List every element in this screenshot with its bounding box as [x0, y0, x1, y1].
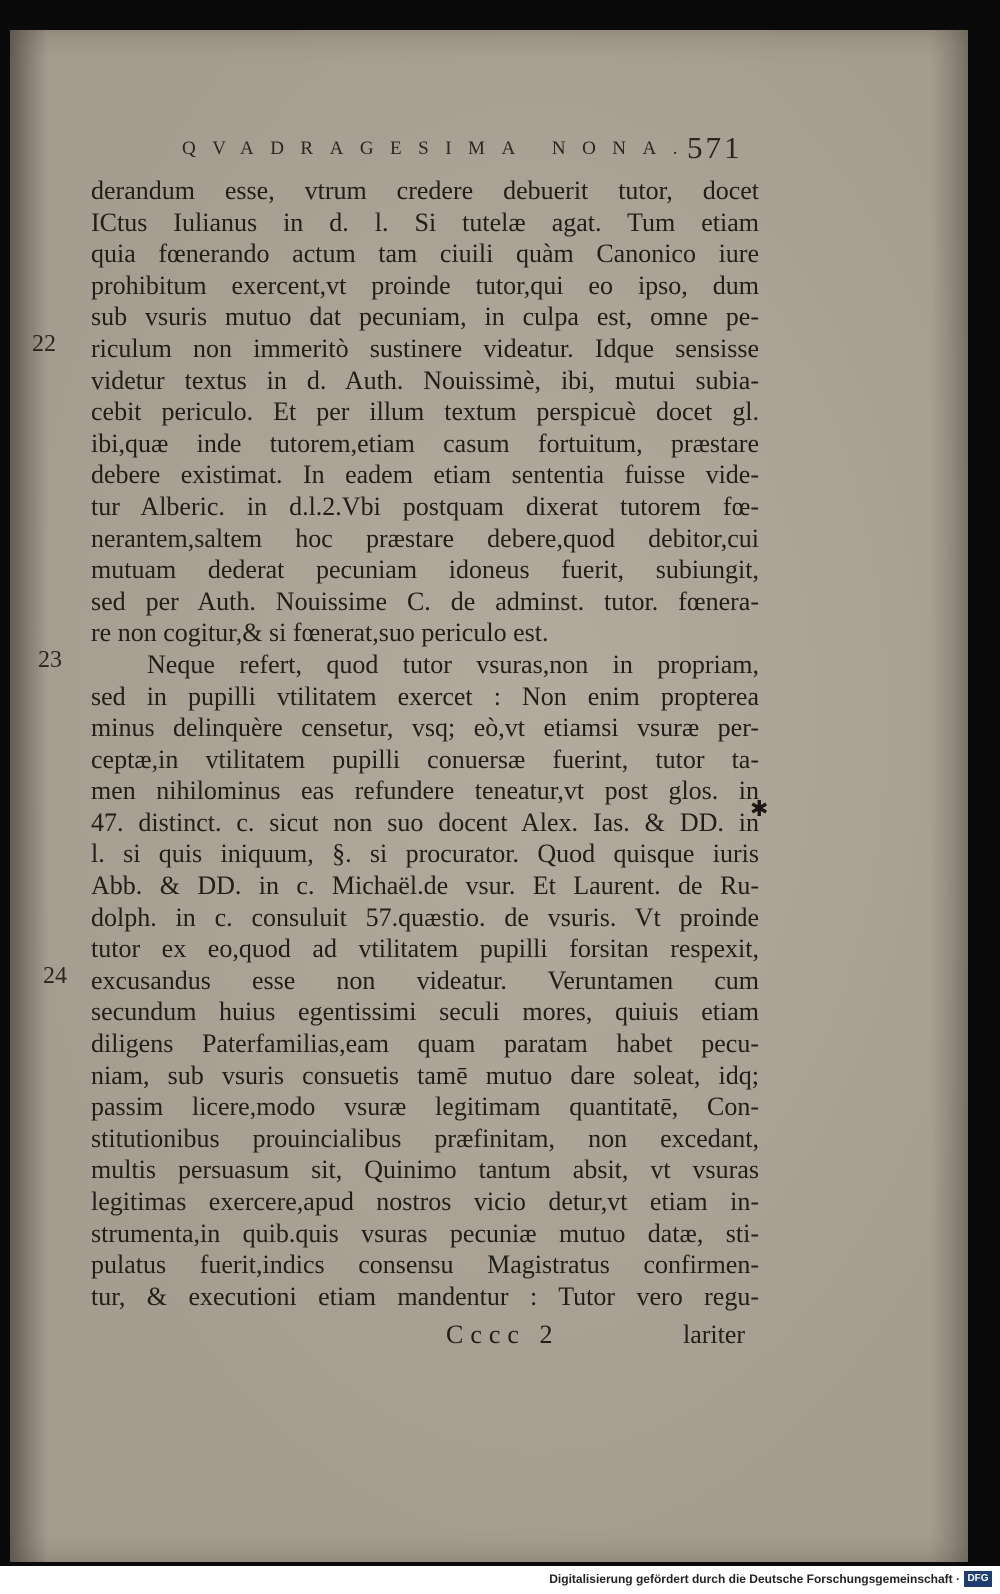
page-number: 571 [687, 130, 743, 165]
text-line: re non cogitur,& si fœnerat,suo periculo est. [91, 618, 549, 648]
text-line: ICtus Iulianus in d. l. Si tutelæ agat. Tum etiam [91, 207, 759, 237]
text-line: quia fœnerando actum tam ciuili quàm Canonico iure [91, 239, 759, 269]
digitization-footer [0, 1566, 1000, 1594]
text-line: cebit periculo. Et per illum textum perspicuè docet gl. [91, 397, 759, 427]
text-line: derandum esse, vtrum credere debuerit tutor, docet [91, 176, 759, 205]
text-line: multis persuasum sit, Quinimo tantum absit, vt vsuras [91, 1155, 759, 1185]
text-line: dolph. in c. consuluit 57.quæstio. de vsuris. Vt proinde [91, 902, 759, 932]
text-line: passim licere,modo vsuræ legitimam quantitatē, Con- [91, 1092, 759, 1122]
signature-mark: Cccc 2 [446, 1320, 560, 1349]
text-line: sed in pupilli vtilitatem exercet : Non enim propterea [91, 681, 759, 711]
margin-number-23: 23 [38, 647, 62, 673]
ink-blot-mark: ✱ [750, 796, 769, 821]
text-line: Neque refert, quod tutor vsuras,non in propriam, [147, 649, 759, 679]
text-line: mutuam dederat pecuniam idoneus fuerit, subiungit, [91, 555, 759, 585]
text-line: niam, sub vsuris consuetis tamē mutuo dare soleat, idq; [91, 1060, 759, 1090]
text-line: diligens Paterfamilias,eam quam paratam habet pecu- [91, 1029, 759, 1059]
text-line: men nihilominus eas refundere teneatur,vt post glos. in [91, 776, 759, 806]
text-line: stitutionibus prouincialibus præfinitam, non excedant, [91, 1123, 759, 1153]
text-line: videtur textus in d. Auth. Nouissimè, ibi, mutui subia- [91, 365, 759, 395]
running-head: QVADRAGESIMA NONA. [182, 138, 695, 159]
text-line: l. si quis iniquum, §. si procurator. Quod quisque iuris [91, 839, 759, 869]
dfg-logo: DFG [964, 1571, 992, 1587]
margin-number-22: 22 [32, 331, 56, 357]
text-line: strumenta,in quib.quis vsuras pecuniæ mutuo datæ, sti- [91, 1218, 759, 1248]
funding-credit: Digitalisierung gefördert durch die Deutsche Forschungsgemeinschaft · [549, 1572, 960, 1586]
text-line: prohibitum exercent,vt proinde tutor,qui eo ipso, dum [91, 270, 759, 300]
text-line: riculum non immeritò sustinere videatur. Idque sensisse [91, 333, 759, 363]
catchword: lariter [683, 1320, 746, 1349]
text-line: 47. distinct. c. sicut non suo docent Alex. Ias. & DD. in [91, 807, 759, 837]
text-line: minus delinquère censetur, vsq; eò,vt etiamsi vsuræ per- [91, 713, 759, 743]
text-line: pulatus fuerit,indics consensu Magistratus confirmen- [91, 1250, 759, 1280]
text-line: excusandus esse non videatur. Veruntamen cum [91, 965, 759, 995]
text-line: tur Alberic. in d.l.2.Vbi postquam dixerat tutorem fœ- [91, 491, 759, 521]
text-line: tur, & executioni etiam mandentur : Tutor vero regu- [91, 1281, 759, 1311]
text-line: ceptæ,in vtilitatem pupilli conuersæ fuerint, tutor ta- [91, 744, 759, 774]
text-line: legitimas exercere,apud nostros vicio detur,vt etiam in- [91, 1187, 759, 1216]
text-line: sed per Auth. Nouissime C. de adminst. tutor. fœnera- [91, 586, 759, 616]
catchword-line [0, 1320, 1000, 1354]
text-line: debere existimat. In eadem etiam sententia fuisse vide- [91, 460, 759, 490]
text-line: sub vsuris mutuo dat pecuniam, in culpa est, omne pe- [91, 302, 759, 332]
text-line: ibi,quæ inde tutorem,etiam casum fortuitum, præstare [91, 428, 759, 458]
text-line: Abb. & DD. in c. Michaël.de vsur. Et Laurent. de Ru- [91, 871, 759, 901]
margin-number-24: 24 [43, 963, 67, 989]
text-line: nerantem,saltem hoc præstare debere,quod debitor,cui [91, 523, 759, 553]
text-line: secundum huius egentissimi seculi mores, quiuis etiam [91, 997, 759, 1027]
text-line: tutor ex eo,quod ad vtilitatem pupilli forsitan respexit, [91, 934, 759, 964]
body-text [91, 175, 759, 1312]
